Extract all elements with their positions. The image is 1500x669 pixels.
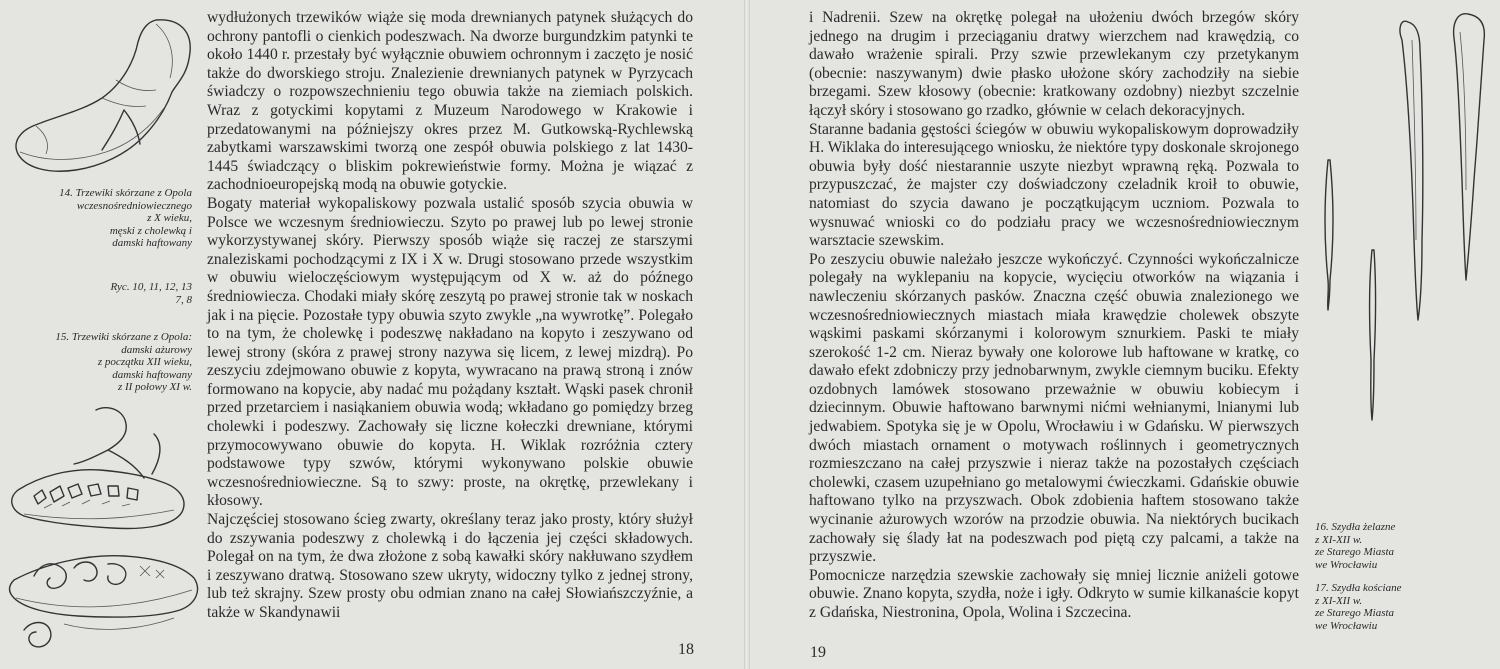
caption-line: z XI-XII w. — [1315, 594, 1363, 607]
figure-16-caption — [1315, 521, 1455, 571]
caption-line: damski haftowany — [112, 237, 192, 250]
figure-reference-caption — [6, 281, 192, 306]
caption-line: ze Starego Miasta — [1315, 607, 1395, 620]
left-page-body — [207, 9, 693, 623]
paragraph: Bogaty materiał wykopaliskowy pozwala ustalić sposób szycia obuwia w Polsce we wczesnym średniowieczu. Szyto po prawej lub po lewej stronie wykorzystywanej skóry. Pierwszy sposób wiąże się raczej ze starszymi znaleziskami pochodzącymi z IX i X w. Drugi stosowano przede wszystkim w obuwiu wieloczęściowym występującym od X w. aż do późnego średniowiecza. Chodaki miały skórę zeszytą po prawej stronie tak w noskach jak i na pięcie. Pozostałe typy obuwia szyto zwykle „na wywrotkę”. Polegało to na tym, że cholewkę i podeszwę nakładano na kopyto i zeszywano od lewej strony (skóra z prawej strony nazywa się licem, z lewej mizdrą). Po zeszyciu zdejmowano obuwie z kopyta, wywracano na prawą stroną i znów formowano na kopycie, aby nadać mu pożądany kształt. Wąski pasek chronił przed przetarciem i nasiąkaniem obuwia wodą; wkładano go pomiędzy brzeg cholewki i podeszwy. Zachowały się liczne kołeczki drewniane, którymi przymocowywano obuwie do kopyta. H. Wiklak rozróżnia cztery podstawowe typy szwów, którymi wykonywano polskie obuwie wczesnośredniowieczne. Są to szwy: proste, na okrętkę, przewlekany i kłosowy. — [207, 194, 693, 510]
caption-line: męski z cholewką i — [109, 224, 192, 237]
left-page — [0, 0, 744, 669]
caption-line: 16. Szydła żelazne — [1315, 521, 1396, 533]
paragraph: wydłużonych trzewików wiąże się moda drewnianych patynek służących do ochrony pantofli o cienkich podeszwach. Na dworze burgundzkim patynki te około 1440 r. przestały być wyłącznie obuwiem ochronnym i zaczęto je nosić także do dworskiego stroju. Znalezienie drewnianych patynek w Pyrzycach świadczy o rozpowszechnieniu tego obuwia także na ziemiach polskich. Wraz z gotyckimi kopytami z Muzeum Narodowego w Krakowie i przedatowanymi na późniejszy okres przez M. Gutkowską-Rychlewską zabytkami warszawskimi tworzą one zespół obuwia polskiego z lat 1430-1445 świadczący o bliskim pokrewieństwie formy. Można je wiązać z zachodnioeuropejską modą na obuwie gotyckie. — [207, 9, 693, 194]
right-page-body — [809, 9, 1299, 623]
caption-line: z X wieku, — [147, 212, 192, 225]
caption-line: damski haftowany — [112, 368, 192, 381]
shoe-illustration-15 — [4, 404, 202, 666]
paragraph: Staranne badania gęstości ściegów w obuwiu wykopaliskowym doprowadziły H. Wiklaka do interesującego wniosku, że niektóre typy doskonale skrojonego obuwia były dość niestarannie uszyte niezbyt wprawną ręką. Pozwala to przypuszczać, że majster czy doświadczony czeladnik kroił to obuwie, natomiast do szycia dawano je początkującym uczniom. Pozwala to wysnuwać wnioski co do podziału pracy we wczesnośredniowiecznym warsztacie szewskim. — [809, 120, 1299, 250]
figure-14-caption — [6, 187, 192, 250]
paragraph: Najczęściej stosowano ścieg zwarty, określany teraz jako prosty, który służył do zszywania podeszwy z cholewką i do łączenia jej części składowych. Polegał on na tym, że dwa złożone z sobą kawałki skóry nakłuwano szydłem i zeszywano dratwą. Stosowano szew ukryty, widoczny tylko z jednej strony, lub też skrajny. Szew prosty obu odmian znano na całej Słowiańszczyźnie, a także w Skandynawii — [207, 511, 693, 621]
page-number: 18 — [678, 641, 694, 658]
caption-line: 7, 8 — [175, 293, 192, 306]
figure-15-caption — [6, 331, 192, 394]
right-page — [750, 0, 1500, 669]
caption-line: ze Starego Miasta — [1315, 546, 1395, 559]
caption-line: z XI-XII w. — [1315, 533, 1363, 546]
caption-line: we Wrocławiu — [1315, 558, 1378, 571]
page-number: 19 — [810, 644, 826, 661]
caption-line: wczesnośredniowiecznego — [76, 199, 192, 212]
caption-line: damski ażurowy — [121, 343, 192, 356]
caption-line: z początku XII wieku, — [97, 356, 192, 369]
paragraph: Po zeszyciu obuwie należało jeszcze wykończyć. Czynności wykończalnicze polegały na wyklepaniu na kopycie, wycięciu otworków na wiązania i nawleczeniu skórzanych pasków. Znaczna część obuwia znalezionego we wczesnośredniowiecznych miastach miała krawędzie cholewek obszyte wąskimi paskami skórzanymi i kolorowym sznurkiem. Paski te miały szerokość 1-2 cm. Nieraz bywały one kolorowe lub haftowane w kratkę, co dawało efekt zdobniczy przy jednobarwnym, zwykle ciemnym buciku. Efekty ozdobnych lamówek stosowano przeważnie w obuwiu kobiecym i dziecinnym. Obuwie haftowano barwnymi nićmi wełnianymi, lnianymi lub jedwabiem. Spotyka się je w Opolu, Wrocławiu i w Gdańsku. W pierwszych dwóch miastach ornament o motywach roślinnych i geometrycznych rozmieszczano na całej przyszwie i nieraz także na pozostałych częściach cholewki, czasem uzupełniano go metalowymi ćwieczkami. Gdańskie obuwie haftowano tylko na przyszwach. Obok zdobienia haftem stosowano także wycinanie ażurowych wzorów na przodzie obuwia. Na niektórych bucikach zachowały się ślady łat na podeszwach pod piętą czy palcami, a także na przyszwie. — [809, 250, 1299, 566]
caption-line: 14. Trzewiki skórzane z Opola — [59, 187, 192, 199]
paragraph: i Nadrenii. Szew na okrętkę polegał na ułożeniu dwóch brzegów skóry jednego na drugim i przeciąganiu dratwy wierzchem nad krawędzią, co dawało wrażenie spirali. Przy szwie przewlekanym czy przetykanym (obecnie: naszywanym) dwie płasko ułożone skóry zachodziły na siebie brzegami. Szew kłosowy (obecnie: kratkowany ozdobny) niezbyt szczelnie łączył skóry i stosowano go rzadko, głównie w celach dekoracyjnych. — [809, 9, 1299, 119]
awls-illustration — [1308, 10, 1500, 430]
caption-line: 15. Trzewiki skórzane z Opola: — [55, 331, 192, 343]
caption-line: Ryc. 10, 11, 12, 13 — [110, 281, 192, 293]
caption-line: we Wrocławiu — [1315, 619, 1378, 632]
paragraph: Pomocnicze narzędzia szewskie zachowały się mniej licznie aniżeli gotowe obuwie. Znano kopyta, szydła, noże i igły. Odkryto w sumie kilkanaście kopyt z Gdańska, Niestronina, Opola, Wolina i Szczecina. — [809, 566, 1299, 621]
shoe-illustration-14 — [6, 12, 202, 182]
figure-17-caption — [1315, 582, 1455, 632]
caption-line: 17. Szydła kościane — [1315, 582, 1402, 594]
caption-line: z II połowy XI w. — [117, 381, 192, 394]
